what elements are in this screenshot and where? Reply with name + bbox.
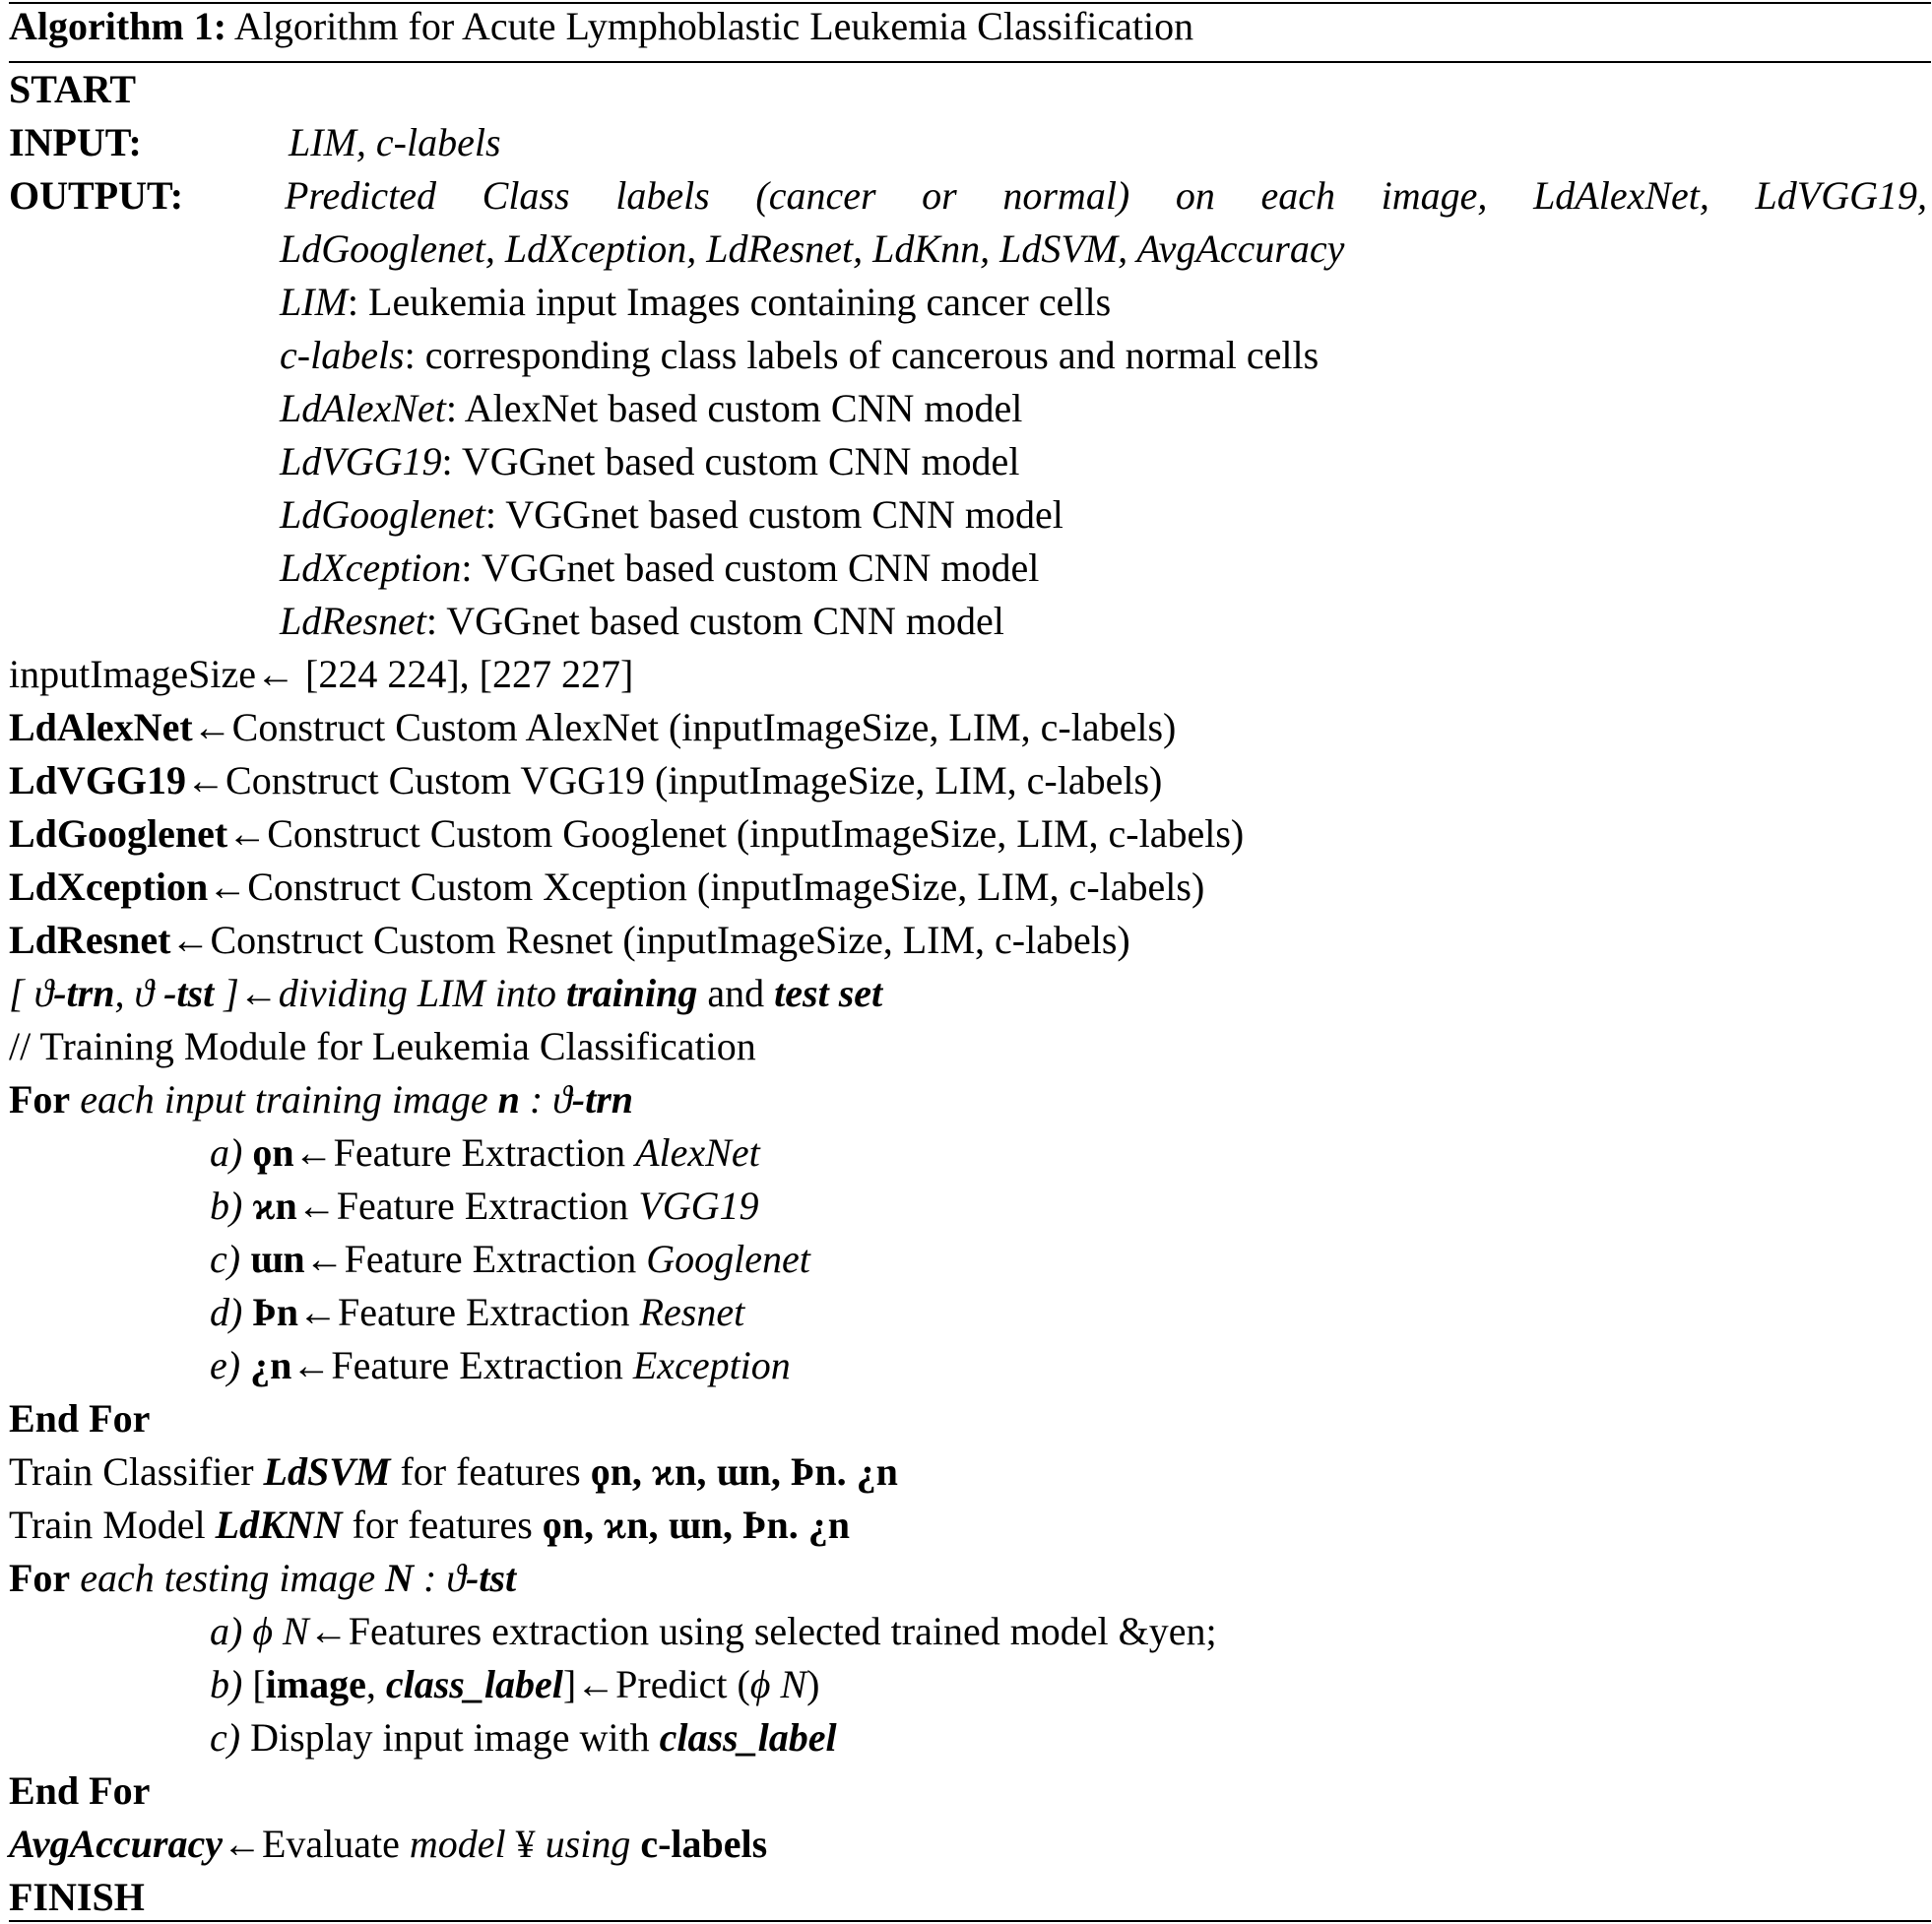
step-text: ]←Predict ( [562,1662,750,1706]
test-step-c [210,1711,837,1764]
split-and: and [697,971,775,1015]
definition-desc: : corresponding class labels of cancerous and normal cells [404,333,1320,377]
loop-var: N [385,1556,414,1600]
model-name: LdGooglenet [9,811,228,856]
feature-symbol: Þn [252,1290,299,1334]
test-step-b [210,1658,820,1711]
train-loop-header [9,1073,633,1126]
train-step [210,1233,810,1286]
step-tag: b) [210,1184,243,1228]
split-train: -trn [53,971,115,1015]
definition-row [280,382,1022,435]
end-for-line: End For [9,1396,151,1441]
step-tag: c) [210,1237,241,1281]
yen-symbol: ¥ [505,1822,546,1866]
step-text: ←Feature Extraction [298,1290,640,1334]
algorithm-header [9,0,1193,53]
step-tag: a) [210,1609,243,1653]
train-svm-line [9,1445,898,1499]
output-line-1 [9,169,1927,223]
split-desc: ]←dividing LIM into [214,971,566,1015]
definition-row [280,435,1019,488]
input-label: INPUT: [9,120,142,164]
class-label-word: class_label [659,1715,837,1760]
split-line [9,967,882,1020]
train-step [210,1286,744,1339]
step-model: VGG19 [638,1184,759,1228]
bottom-rule [9,1920,1931,1922]
accuracy-line [9,1818,767,1871]
step-tag: a) [210,1130,243,1175]
loop-sep: : ϑ [519,1077,572,1122]
phi-symbol: ϕ N [242,1609,309,1653]
feature-list: ϙn, ϰn, ɯn, Þn. ¿n [542,1503,850,1547]
step-tag: b) [210,1662,243,1706]
step-tag: d) [210,1290,243,1334]
model-word: model [409,1822,506,1866]
loop-set: -tst [465,1556,517,1600]
construct-text: ←Construct Custom AlexNet (inputImageSize, LIM, c-labels) [192,705,1177,749]
step-text: ←Features extraction using selected trained model &yen; [308,1609,1217,1653]
avg-accuracy: AvgAccuracy [9,1822,223,1866]
model-name: LdVGG19 [9,758,187,802]
loop-desc: each input training image [70,1077,498,1122]
step-model: Exception [632,1343,791,1387]
definition-row [280,488,1063,542]
step-model: Googlenet [646,1237,810,1281]
definition-row [280,542,1039,595]
definition-desc: : VGGnet based custom CNN model [425,599,1004,643]
end-for-line: End For [9,1768,151,1813]
construct-text: ←Construct Custom VGG19 (inputImageSize, LIM, c-labels) [186,758,1163,802]
algorithm-label: Algorithm 1: [9,4,227,48]
header-rule [9,61,1931,63]
for-keyword: For [9,1077,71,1122]
phi-symbol: ϕ N [749,1662,807,1706]
definition-term: LIM [280,280,348,324]
loop-var: n [497,1077,520,1122]
input-value: LIM, c-labels [289,120,501,164]
construct-text: ←Construct Custom Resnet (inputImageSize, LIM, c-labels) [170,918,1130,962]
step-model: AlexNet [635,1130,760,1175]
using-word: using [545,1822,631,1866]
feature-symbol: ϰn [252,1184,297,1228]
image-word: image [265,1662,366,1706]
construct-line [9,754,1162,807]
step-text: ←Feature Extraction [304,1237,647,1281]
construct-line [9,701,1176,754]
split-test: -tst [163,971,215,1015]
step-model: Resnet [639,1290,745,1334]
test-loop-header [9,1552,516,1605]
model-name: LdResnet [9,918,171,962]
algorithm-title: Algorithm for Acute Lymphoblastic Leukemia Classification [233,4,1194,48]
evaluate-text: ←Evaluate [222,1822,410,1866]
svm-model: LdSVM [263,1449,391,1494]
model-name: LdXception [9,865,209,909]
construct-line [9,861,1204,914]
comma: , [365,1662,386,1706]
step-text: Display input image with [240,1715,660,1760]
definition-term: LdXception [280,545,462,590]
step-text: ←Feature Extraction [293,1130,636,1175]
knn-model: LdKNN [215,1503,343,1547]
step-tag: e) [210,1343,241,1387]
construct-text: ←Construct Custom Xception (inputImageSize, LIM, c-labels) [208,865,1205,909]
input-size-line: inputImageSize← [224 224], [227 227] [9,652,634,696]
definition-term: LdVGG19 [280,439,442,483]
class-label-word: class_label [385,1662,563,1706]
model-name: LdAlexNet [9,705,193,749]
train-step [210,1126,760,1180]
definition-row [280,329,1319,382]
step-text: ←Feature Extraction [291,1343,633,1387]
definition-term: LdAlexNet [280,386,446,430]
definition-desc: : VGGnet based custom CNN model [461,545,1040,590]
loop-set: -trn [571,1077,634,1122]
labels-word: c-labels [640,1822,768,1866]
train-text: Train Classifier [9,1449,264,1494]
output-value-2: LdGooglenet, LdXception, LdResnet, LdKnn, LdSVM, AvgAccuracy [280,226,1345,271]
train-step [210,1180,759,1233]
split-open: [ ϑ [9,971,54,1015]
train-text: for features [342,1503,543,1547]
test-step-a [210,1605,1217,1658]
step-tag: c) [210,1715,241,1760]
bracket: ) [806,1662,820,1706]
for-keyword: For [9,1556,71,1600]
train-text: for features [390,1449,591,1494]
definition-row [280,276,1111,329]
construct-line [9,807,1244,861]
split-sep: , ϑ [114,971,164,1015]
input-line [9,116,501,169]
train-knn-line [9,1499,850,1552]
start-line: START [9,67,137,111]
feature-symbol: ϙn [252,1130,294,1175]
definition-desc: : Leukemia input Images containing cancer cells [347,280,1112,324]
feature-symbol: ɯn [250,1237,305,1281]
output-value-1: Predicted Class labels (cancer or normal) on each image, LdAlexNet, LdVGG19, [285,173,1927,218]
output-label: OUTPUT: [9,173,184,218]
step-text: ←Feature Extraction [296,1184,639,1228]
split-test-set: test set [774,971,883,1015]
loop-desc: each testing image [70,1556,386,1600]
definition-desc: : AlexNet based custom CNN model [445,386,1023,430]
definition-desc: : VGGnet based custom CNN model [441,439,1020,483]
construct-line [9,914,1130,967]
definition-row [280,595,1004,648]
definition-term: LdGooglenet [280,492,485,537]
feature-list: ϙn, ϰn, ɯn, Þn. ¿n [590,1449,898,1494]
split-training-word: training [566,971,698,1015]
train-text: Train Model [9,1503,216,1547]
train-step [210,1339,791,1392]
definition-term: LdResnet [280,599,426,643]
comment-line: // Training Module for Leukemia Classification [9,1024,756,1068]
construct-text: ←Construct Custom Googlenet (inputImageSize, LIM, c-labels) [227,811,1245,856]
space [630,1822,640,1866]
finish-line: FINISH [9,1875,145,1919]
bracket: [ [242,1662,266,1706]
loop-sep: : ϑ [414,1556,466,1600]
definition-desc: : VGGnet based custom CNN model [484,492,1063,537]
definition-term: c-labels [280,333,405,377]
feature-symbol: ¿n [250,1343,292,1387]
